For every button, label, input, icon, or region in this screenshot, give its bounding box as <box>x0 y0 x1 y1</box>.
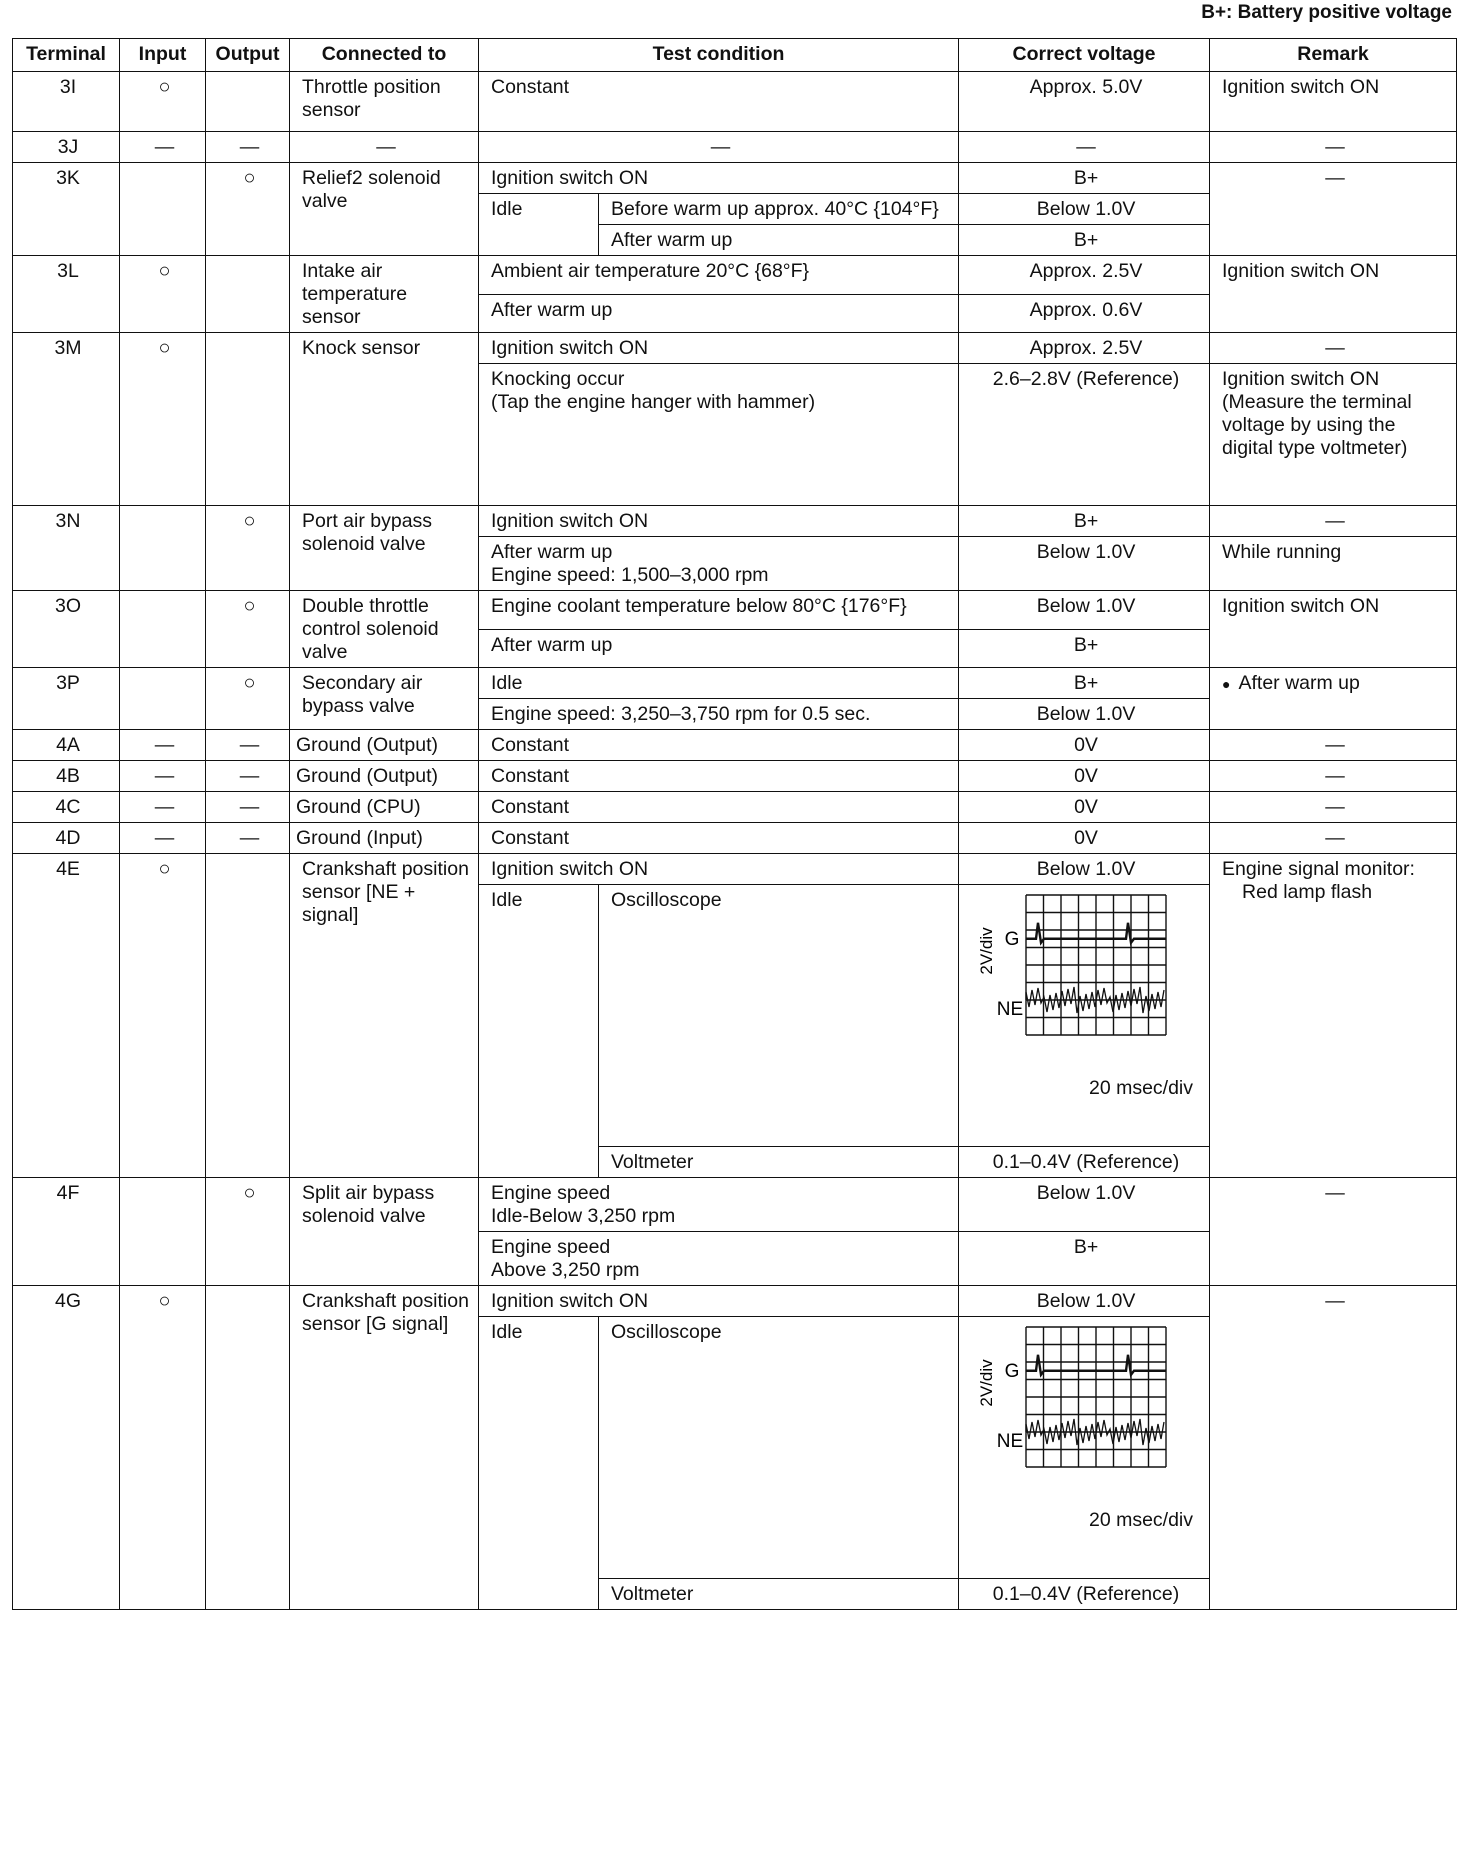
test-condition-cell <box>479 537 959 591</box>
remark-cell: — <box>1210 823 1457 854</box>
table-row <box>13 823 1457 854</box>
input-mark: — <box>120 761 206 792</box>
voltage-cell: B+ <box>959 1232 1210 1286</box>
scope-y-scale-label: 2V/div <box>977 1359 997 1407</box>
voltage-cell: Below 1.0V <box>959 537 1210 591</box>
test-condition-cell: Idle <box>479 668 959 699</box>
remark-line: Red lamp flash <box>1242 881 1373 903</box>
remark-cell: While running <box>1210 537 1457 591</box>
table-row <box>13 761 1457 792</box>
output-mark: ○ <box>206 591 290 668</box>
connected-to-cell: Knock sensor <box>290 333 479 506</box>
remark-cell: Ignition switch ON <box>1210 591 1457 668</box>
voltage-cell: Approx. 2.5V <box>959 333 1210 364</box>
remark-cell <box>1210 668 1457 730</box>
voltage-cell: 0.1–0.4V (Reference) <box>959 1579 1210 1610</box>
voltage-cell: — <box>959 132 1210 163</box>
test-condition-cell <box>479 1178 959 1232</box>
remark-cell <box>1210 854 1457 1178</box>
output-mark: — <box>206 823 290 854</box>
header-remark: Remark <box>1210 39 1457 72</box>
input-mark <box>120 1178 206 1286</box>
header-test-condition: Test condition <box>479 39 959 72</box>
terminal-cell: 3J <box>13 132 120 163</box>
test-condition-cell: Ignition switch ON <box>479 854 959 885</box>
connected-to-cell: Ground (Output) <box>290 730 479 761</box>
test-condition-cell <box>479 364 959 506</box>
test-condition-cell: Ignition switch ON <box>479 163 959 194</box>
remark-cell: Ignition switch ON <box>1210 72 1457 132</box>
oscilloscope-waveform <box>964 891 1204 1073</box>
voltage-cell: 0.1–0.4V (Reference) <box>959 1147 1210 1178</box>
remark-cell: — <box>1210 761 1457 792</box>
input-mark: — <box>120 730 206 761</box>
terminal-cell: 4A <box>13 730 120 761</box>
header-terminal: Terminal <box>13 39 120 72</box>
test-condition-cell: Constant <box>479 823 959 854</box>
voltage-cell: Below 1.0V <box>959 699 1210 730</box>
input-mark: ○ <box>120 256 206 333</box>
remark-cell: — <box>1210 730 1457 761</box>
table-row <box>13 72 1457 132</box>
voltage-cell: Below 1.0V <box>959 1178 1210 1232</box>
connected-to-cell: Crankshaft position sensor [G signal] <box>290 1286 479 1610</box>
scope-g-label: G <box>1004 929 1020 950</box>
test-condition-cell: Voltmeter <box>599 1579 959 1610</box>
scope-x-scale-label: 20 msec/div <box>1088 1509 1194 1531</box>
remark-cell: — <box>1210 1178 1457 1286</box>
terminal-cell: 4F <box>13 1178 120 1286</box>
terminal-cell: 3I <box>13 72 120 132</box>
connected-to-cell: Ground (Input) <box>290 823 479 854</box>
oscilloscope-cell <box>959 1317 1210 1579</box>
voltage-cell: 0V <box>959 823 1210 854</box>
output-mark <box>206 333 290 506</box>
test-condition-cell: Engine speed: 3,250–3,750 rpm for 0.5 sec. <box>479 699 959 730</box>
scope-grid <box>1026 895 1166 1035</box>
table-row <box>13 591 1457 630</box>
voltage-cell: B+ <box>959 506 1210 537</box>
voltage-cell: Below 1.0V <box>959 854 1210 885</box>
header-row <box>13 39 1457 72</box>
table-row <box>13 1178 1457 1232</box>
voltage-cell: B+ <box>959 225 1210 256</box>
output-mark <box>206 72 290 132</box>
table-row <box>13 854 1457 885</box>
test-condition-cell: After warm up <box>479 629 959 668</box>
scope-grid <box>1026 1327 1166 1467</box>
test-condition-cell: After warm up <box>479 294 959 333</box>
voltage-cell: Below 1.0V <box>959 194 1210 225</box>
battery-voltage-note: B+: Battery positive voltage <box>1201 2 1452 23</box>
test-condition-cell: Oscilloscope <box>599 885 959 1147</box>
test-condition-cell: After warm up <box>599 225 959 256</box>
voltage-cell: B+ <box>959 163 1210 194</box>
input-mark <box>120 163 206 256</box>
output-mark <box>206 1286 290 1610</box>
test-condition-cell: Constant <box>479 72 959 132</box>
connected-to-cell: Ground (Output) <box>290 761 479 792</box>
test-condition-line: Engine speed <box>491 1236 611 1258</box>
output-mark <box>206 854 290 1178</box>
voltage-cell: 0V <box>959 730 1210 761</box>
voltage-cell: Below 1.0V <box>959 1286 1210 1317</box>
oscilloscope-waveform <box>964 1323 1204 1505</box>
table-row <box>13 132 1457 163</box>
input-mark: ○ <box>120 72 206 132</box>
output-mark: — <box>206 761 290 792</box>
test-condition-cell: Before warm up approx. 40°C {104°F} <box>599 194 959 225</box>
remark-cell: — <box>1210 792 1457 823</box>
bullet-icon: ● <box>1222 676 1231 692</box>
input-mark: — <box>120 823 206 854</box>
header-correct-voltage: Correct voltage <box>959 39 1210 72</box>
output-mark <box>206 256 290 333</box>
output-mark: ○ <box>206 668 290 730</box>
test-condition-line: Engine speed <box>491 1182 611 1204</box>
terminal-cell: 4G <box>13 1286 120 1610</box>
voltage-cell: Below 1.0V <box>959 591 1210 630</box>
table-row <box>13 1286 1457 1317</box>
output-mark: — <box>206 792 290 823</box>
table-row <box>13 506 1457 537</box>
test-condition-line: (Tap the engine hanger with hammer) <box>491 391 816 413</box>
voltage-cell: B+ <box>959 668 1210 699</box>
terminal-cell: 4E <box>13 854 120 1178</box>
connected-to-cell: — <box>290 132 479 163</box>
input-mark <box>120 506 206 591</box>
connected-to-cell: Ground (CPU) <box>290 792 479 823</box>
remark-cell: — <box>1210 333 1457 364</box>
remark-cell: — <box>1210 132 1457 163</box>
voltage-cell: Approx. 5.0V <box>959 72 1210 132</box>
output-mark: — <box>206 132 290 163</box>
voltage-cell: B+ <box>959 629 1210 668</box>
terminal-cell: 3K <box>13 163 120 256</box>
terminal-cell: 3L <box>13 256 120 333</box>
terminal-cell: 3N <box>13 506 120 591</box>
connected-to-cell: Split air bypass solenoid valve <box>290 1178 479 1286</box>
test-condition-label: Idle <box>479 885 599 1178</box>
remark-cell: — <box>1210 163 1457 256</box>
input-mark: ○ <box>120 333 206 506</box>
remark-cell: Ignition switch ON (Measure the terminal voltage by using the digital type voltmeter) <box>1210 364 1457 506</box>
voltage-cell: Approx. 2.5V <box>959 256 1210 295</box>
test-condition-line: After warm up <box>491 541 613 563</box>
scope-ne-label: NE <box>996 999 1024 1020</box>
test-condition-cell: Ignition switch ON <box>479 333 959 364</box>
connected-to-cell: Throttle position sensor <box>290 72 479 132</box>
remark-cell: — <box>1210 1286 1457 1610</box>
test-condition-line: Above 3,250 rpm <box>491 1259 640 1281</box>
connected-to-cell: Crankshaft position sensor [NE + signal] <box>290 854 479 1178</box>
connected-to-cell: Port air bypass solenoid valve <box>290 506 479 591</box>
connected-to-cell: Secondary air bypass valve <box>290 668 479 730</box>
header-output: Output <box>206 39 290 72</box>
header-input: Input <box>120 39 206 72</box>
test-condition-cell: Voltmeter <box>599 1147 959 1178</box>
remark-cell: — <box>1210 506 1457 537</box>
output-mark: ○ <box>206 1178 290 1286</box>
connected-to-cell: Intake air temperature sensor <box>290 256 479 333</box>
connected-to-cell: Relief2 solenoid valve <box>290 163 479 256</box>
test-condition-cell: Constant <box>479 792 959 823</box>
test-condition-cell: — <box>479 132 959 163</box>
scope-ne-label: NE <box>996 1431 1024 1452</box>
remark-cell: Ignition switch ON <box>1210 256 1457 333</box>
remark-line: Engine signal monitor: <box>1222 858 1415 880</box>
input-mark: ○ <box>120 854 206 1178</box>
table-row <box>13 730 1457 761</box>
scope-y-scale-label: 2V/div <box>977 927 997 975</box>
test-condition-cell: Engine coolant temperature below 80°C {176°F} <box>479 591 959 630</box>
connected-to-cell: Double throttle control solenoid valve <box>290 591 479 668</box>
terminal-cell: 4C <box>13 792 120 823</box>
test-condition-line: Engine speed: 1,500–3,000 rpm <box>491 564 769 586</box>
scope-x-scale-label: 20 msec/div <box>1088 1077 1194 1099</box>
test-condition-cell: Oscilloscope <box>599 1317 959 1579</box>
scope-g-label: G <box>1004 1361 1020 1382</box>
voltage-cell: 2.6–2.8V (Reference) <box>959 364 1210 506</box>
test-condition-cell: Constant <box>479 761 959 792</box>
table-row <box>13 792 1457 823</box>
input-mark <box>120 668 206 730</box>
voltage-cell: Approx. 0.6V <box>959 294 1210 333</box>
table-row <box>13 333 1457 364</box>
input-mark <box>120 591 206 668</box>
terminal-voltage-table <box>12 38 1457 1610</box>
output-mark: — <box>206 730 290 761</box>
output-mark: ○ <box>206 506 290 591</box>
input-mark: — <box>120 792 206 823</box>
oscilloscope-cell <box>959 885 1210 1147</box>
test-condition-cell: Constant <box>479 730 959 761</box>
header-connected-to: Connected to <box>290 39 479 72</box>
terminal-cell: 3P <box>13 668 120 730</box>
voltage-cell: 0V <box>959 792 1210 823</box>
test-condition-cell: Ambient air temperature 20°C {68°F} <box>479 256 959 295</box>
test-condition-label: Idle <box>479 194 599 256</box>
terminal-cell: 3M <box>13 333 120 506</box>
test-condition-cell <box>479 1232 959 1286</box>
output-mark: ○ <box>206 163 290 256</box>
voltage-cell: 0V <box>959 761 1210 792</box>
test-condition-line: Knocking occur <box>491 368 625 390</box>
terminal-cell: 4B <box>13 761 120 792</box>
test-condition-cell: Ignition switch ON <box>479 1286 959 1317</box>
test-condition-label: Idle <box>479 1317 599 1610</box>
terminal-cell: 4D <box>13 823 120 854</box>
table-row <box>13 163 1457 194</box>
input-mark: ○ <box>120 1286 206 1610</box>
table-row <box>13 668 1457 699</box>
table-row <box>13 256 1457 295</box>
test-condition-line: Idle-Below 3,250 rpm <box>491 1205 676 1227</box>
input-mark: — <box>120 132 206 163</box>
remark-text: After warm up <box>1238 672 1360 694</box>
terminal-cell: 3O <box>13 591 120 668</box>
test-condition-cell: Ignition switch ON <box>479 506 959 537</box>
